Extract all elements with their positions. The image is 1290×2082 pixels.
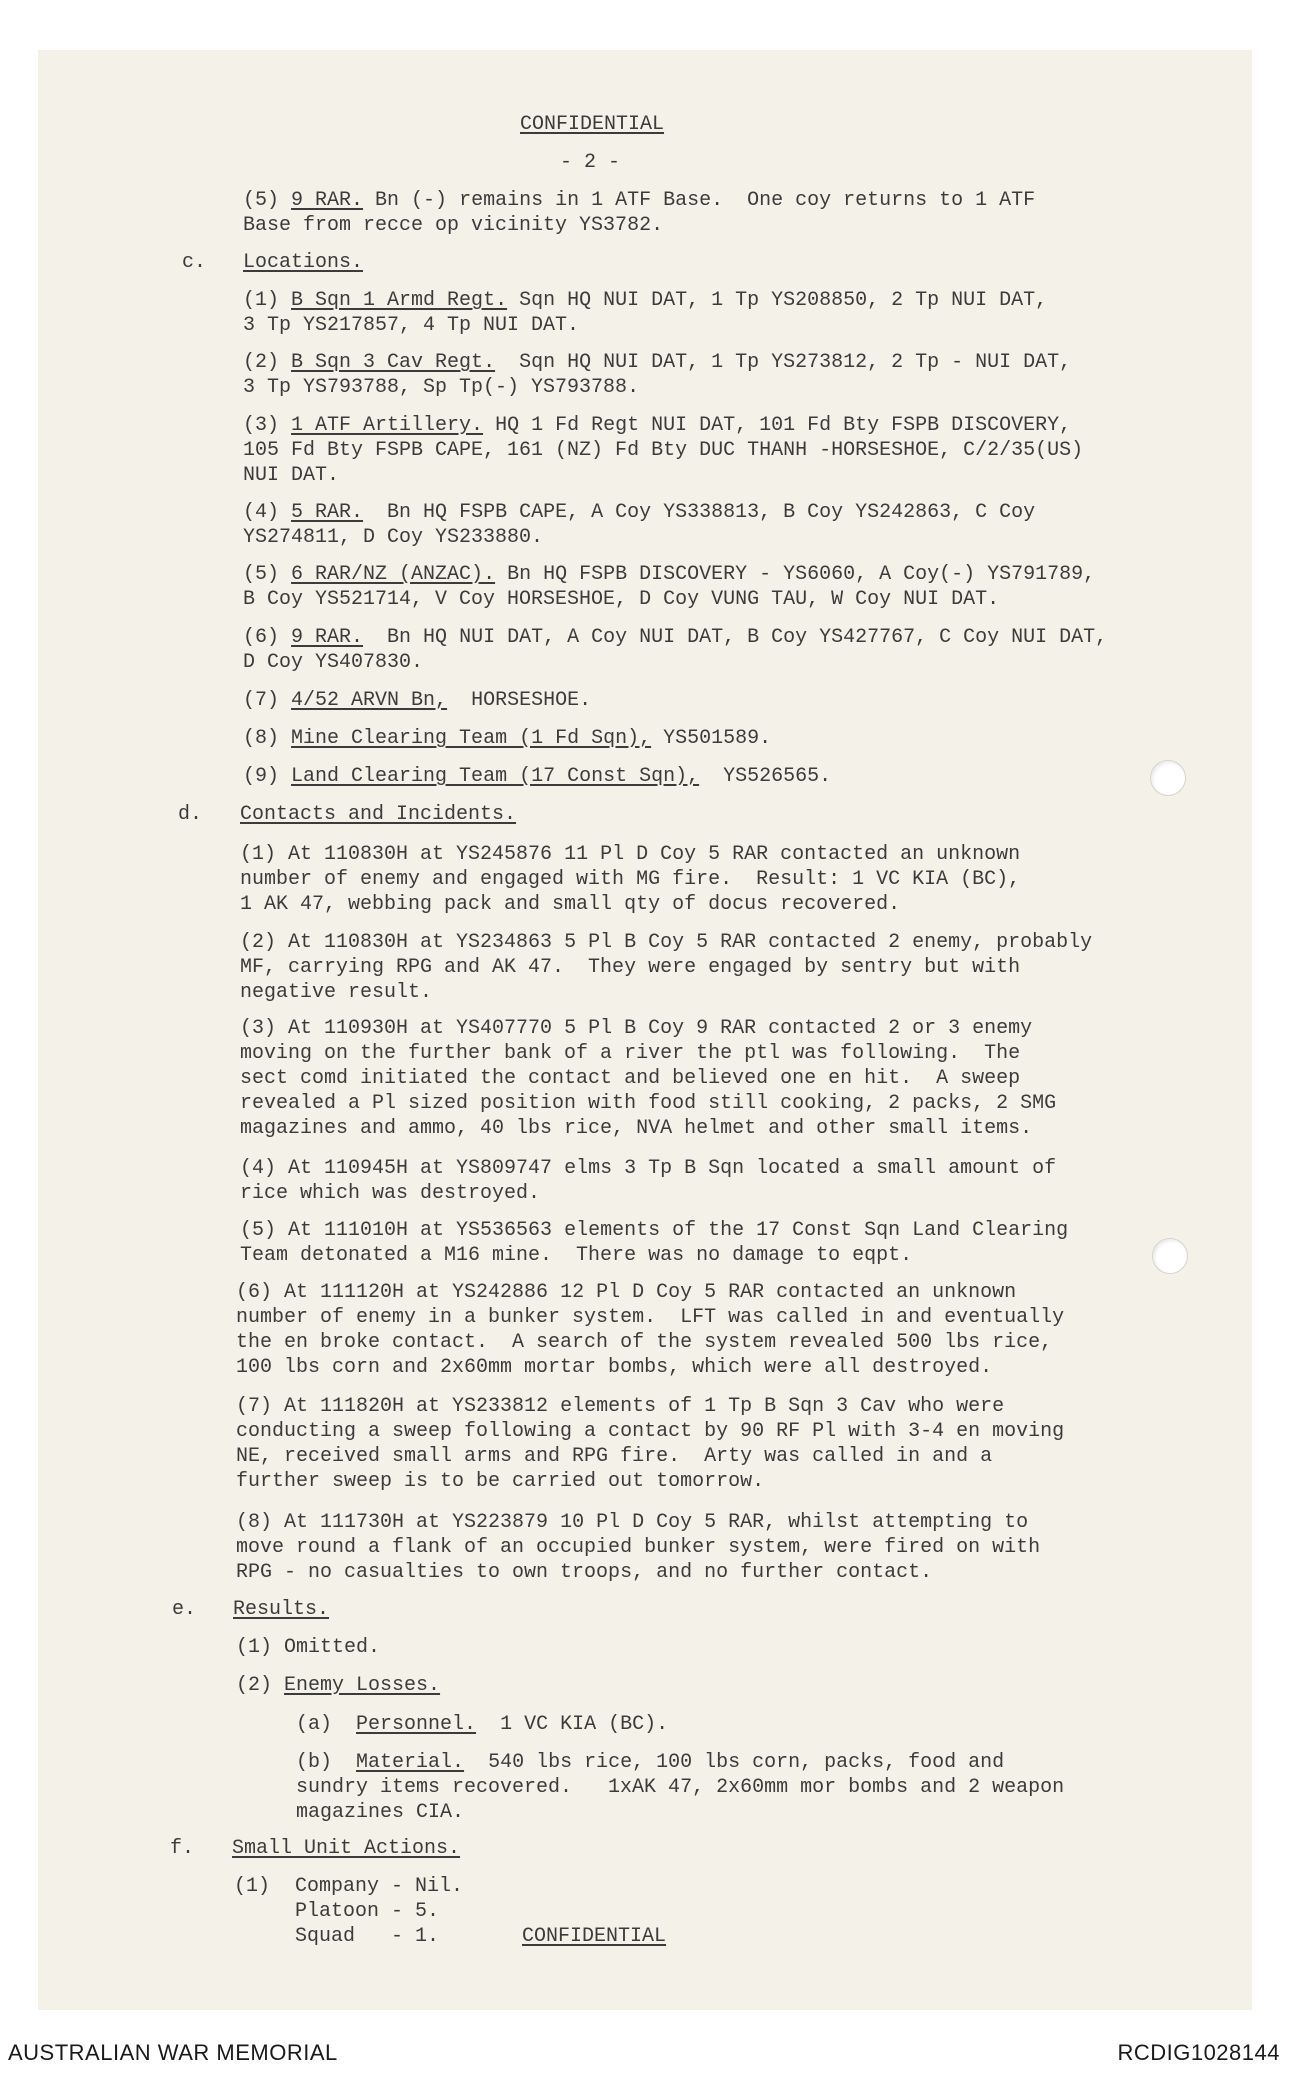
item-number: (a) xyxy=(296,1713,333,1736)
location-item xyxy=(243,726,771,751)
item-text: Bn (-) remains in 1 ATF Base. One coy returns to 1 ATF xyxy=(363,189,1036,212)
unit-name: 4/52 ARVN Bn, xyxy=(291,689,448,712)
unit-name: 5 RAR. xyxy=(291,501,364,524)
result-subitem xyxy=(296,1750,1176,1825)
item-text: 3 Tp YS793788, Sp Tp(-) YS793788. xyxy=(243,376,640,399)
item-text: conducting a sweep following a contact by 90 RF Pl with 3-4 en moving NE, received small arms and RPG fire. Arty was called in and a further sweep is to be carried out tomorrow. xyxy=(236,1420,1065,1493)
item-number: (5) xyxy=(240,1219,277,1242)
item-title: Enemy Losses. xyxy=(284,1674,441,1697)
contact-item xyxy=(236,1394,1181,1494)
unit-name: 9 RAR. xyxy=(291,189,364,212)
item-number: (6) xyxy=(243,626,280,649)
location-item xyxy=(243,413,1083,488)
section-title: Locations. xyxy=(243,251,364,274)
item-text: sundry items recovered. 1xAK 47, 2x60mm mor bombs and 2 weapon magazines CIA. xyxy=(296,1776,1065,1824)
item-number: (2) xyxy=(236,1674,273,1697)
platoon-count: Platoon - 5. xyxy=(295,1900,440,1923)
section-title: Small Unit Actions. xyxy=(232,1837,461,1860)
item-text: Team detonated a M16 mine. There was no damage to eqpt. xyxy=(240,1244,913,1267)
item-text: At 111820H at YS233812 elements of 1 Tp B Sqn 3 Cav who were xyxy=(272,1395,1005,1418)
item-number: (8) xyxy=(243,727,280,750)
unit-name: 1 ATF Artillery. xyxy=(291,414,484,437)
page-number: - 2 - xyxy=(560,151,621,174)
section-letter: c. xyxy=(182,251,207,274)
location-item xyxy=(243,764,831,789)
item-title: Personnel. xyxy=(356,1713,477,1736)
contact-item xyxy=(236,1280,1181,1380)
item-number: (1) xyxy=(243,289,280,312)
item-text: Omitted. xyxy=(284,1636,381,1659)
archive-id: RCDIG1028144 xyxy=(1117,2040,1280,2065)
section-letter: e. xyxy=(172,1598,197,1621)
item-text: Sqn HQ NUI DAT, 1 Tp YS208850, 2 Tp NUI DAT, xyxy=(507,289,1048,312)
item-text: move round a flank of an occupied bunker system, were fired on with RPG - no casualties to own troops, and no further contact. xyxy=(236,1536,1041,1584)
location-item xyxy=(243,500,1035,550)
result-subitem xyxy=(296,1712,668,1737)
item-text: Base from recce op vicinity YS3782. xyxy=(243,214,664,237)
item-text: HORSESHOE. xyxy=(447,689,592,712)
item-text: rice which was destroyed. xyxy=(240,1182,541,1205)
location-item xyxy=(243,625,1107,675)
item-text: 540 lbs rice, 100 lbs corn, packs, food and xyxy=(464,1751,1005,1774)
classification-header: CONFIDENTIAL xyxy=(520,113,665,136)
item-text: At 110945H at YS809747 elms 3 Tp B Sqn located a small amount of xyxy=(276,1157,1057,1180)
item-number: (3) xyxy=(240,1017,277,1040)
location-item xyxy=(243,288,1047,338)
contact-item xyxy=(236,1510,1181,1585)
item-number: (9) xyxy=(243,765,280,788)
contact-item xyxy=(240,1156,1180,1206)
item-text: YS274811, D Coy YS233880. xyxy=(243,526,544,549)
archive-name: AUSTRALIAN WAR MEMORIAL xyxy=(8,2040,338,2065)
item-number: (1) xyxy=(240,843,277,866)
contact-item xyxy=(240,842,1180,917)
result-item xyxy=(236,1673,440,1698)
item-text: At 110830H at YS234863 5 Pl B Coy 5 RAR contacted 2 enemy, probably xyxy=(276,931,1093,954)
item-number: (2) xyxy=(240,931,277,954)
item-text: 105 Fd Bty FSPB CAPE, 161 (NZ) Fd Bty DUC THANH -HORSESHOE, C/2/35(US) NUI DAT. xyxy=(243,439,1084,487)
item-text: YS501589. xyxy=(651,727,772,750)
item-number: (4) xyxy=(243,501,280,524)
contact-item xyxy=(240,1016,1180,1141)
item-text: moving on the further bank of a river the ptl was following. The sect comd initiated the contact and believed one en hit. A sweep revealed a Pl sized position with food still cooking, 2 packs, 2 SMG magazines and ammo, 40 lbs rice, NVA helmet and other small items. xyxy=(240,1042,1057,1140)
item-text: Bn HQ NUI DAT, A Coy NUI DAT, B Coy YS427767, C Coy NUI DAT, xyxy=(363,626,1108,649)
contact-item xyxy=(240,930,1180,1005)
unit-name: B Sqn 1 Armd Regt. xyxy=(291,289,508,312)
item-number: (1) xyxy=(234,1875,271,1898)
section-title: Results. xyxy=(233,1598,330,1621)
item-number: (2) xyxy=(243,351,280,374)
squad-count: Squad - 1. xyxy=(295,1925,440,1948)
item-text: Bn HQ FSPB DISCOVERY - YS6060, A Coy(-) YS791789, xyxy=(495,563,1096,586)
item-text: At 111010H at YS536563 elements of the 17 Const Sqn Land Clearing xyxy=(276,1219,1069,1242)
item-number: (b) xyxy=(296,1751,333,1774)
item-number: (5) xyxy=(243,189,280,212)
item-text: 3 Tp YS217857, 4 Tp NUI DAT. xyxy=(243,314,580,337)
item-text: Sqn HQ NUI DAT, 1 Tp YS273812, 2 Tp - NUI DAT, xyxy=(495,351,1072,374)
item-number: (7) xyxy=(236,1395,273,1418)
item-number: (6) xyxy=(236,1281,273,1304)
item-text: number of enemy and engaged with MG fire. Result: 1 VC KIA (BC), 1 AK 47, webbing pack and small qty of docus recovered. xyxy=(240,868,1021,916)
result-item xyxy=(236,1635,380,1660)
item-text: 1 VC KIA (BC). xyxy=(476,1713,669,1736)
item-text: At 111730H at YS223879 10 Pl D Coy 5 RAR, whilst attempting to xyxy=(272,1511,1029,1534)
item-title: Material. xyxy=(356,1751,465,1774)
item-number: (7) xyxy=(243,689,280,712)
item-number: (8) xyxy=(236,1511,273,1534)
section-letter: d. xyxy=(178,803,203,826)
unit-name: 6 RAR/NZ (ANZAC). xyxy=(291,563,496,586)
item-number: (4) xyxy=(240,1157,277,1180)
item-number: (3) xyxy=(243,414,280,437)
item-number: (1) xyxy=(236,1636,273,1659)
section-title: Contacts and Incidents. xyxy=(240,803,517,826)
item-text: number of enemy in a bunker system. LFT was called in and eventually the en broke contact. A search of the system revealed 500 lbs rice, 100 lbs corn and 2x60mm mortar bombs, which were all destroyed. xyxy=(236,1306,1065,1379)
item-number: (5) xyxy=(243,563,280,586)
unit-name: Mine Clearing Team (1 Fd Sqn), xyxy=(291,727,652,750)
paragraph-item xyxy=(243,188,1035,238)
unit-name: 9 RAR. xyxy=(291,626,364,649)
section-letter: f. xyxy=(170,1837,195,1860)
item-text: MF, carrying RPG and AK 47. They were engaged by sentry but with negative result. xyxy=(240,956,1021,1004)
location-item xyxy=(243,688,591,713)
item-text: B Coy YS521714, V Coy HORSESHOE, D Coy VUNG TAU, W Coy NUI DAT. xyxy=(243,588,1000,611)
item-text: At 110830H at YS245876 11 Pl D Coy 5 RAR contacted an unknown xyxy=(276,843,1021,866)
location-item xyxy=(243,562,1095,612)
contact-item xyxy=(240,1218,1180,1268)
item-text: Bn HQ FSPB CAPE, A Coy YS338813, B Coy YS242863, C Coy xyxy=(363,501,1036,524)
punch-hole xyxy=(1150,760,1186,796)
unit-name: Land Clearing Team (17 Const Sqn), xyxy=(291,765,700,788)
item-text: HQ 1 Fd Regt NUI DAT, 101 Fd Bty FSPB DISCOVERY, xyxy=(483,414,1072,437)
company-count: Company - Nil. xyxy=(295,1875,464,1898)
unit-name: B Sqn 3 Cav Regt. xyxy=(291,351,496,374)
item-text: D Coy YS407830. xyxy=(243,651,424,674)
classification-footer: CONFIDENTIAL xyxy=(522,1925,667,1948)
item-text: At 110930H at YS407770 5 Pl B Coy 9 RAR contacted 2 or 3 enemy xyxy=(276,1017,1033,1040)
item-text: At 111120H at YS242886 12 Pl D Coy 5 RAR contacted an unknown xyxy=(272,1281,1017,1304)
item-text: YS526565. xyxy=(699,765,832,788)
location-item xyxy=(243,350,1071,400)
